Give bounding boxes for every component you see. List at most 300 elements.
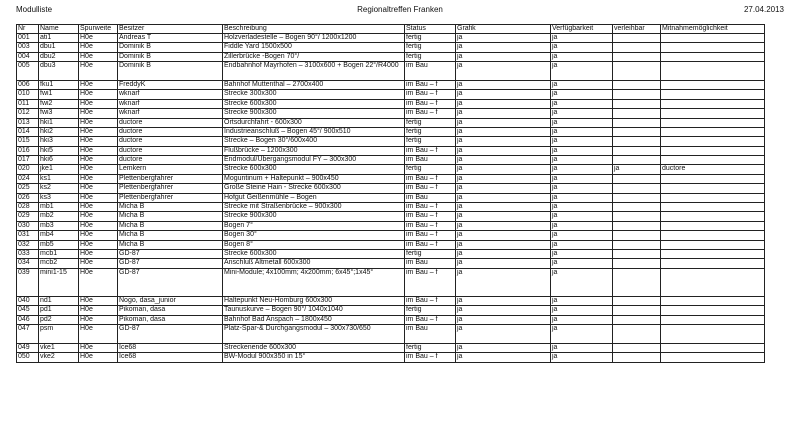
- cell-verfuegbarkeit: ja: [551, 306, 613, 315]
- cell-spurweite: H0e: [79, 296, 118, 305]
- cell-status: im Bau – f: [405, 184, 456, 193]
- cell-mitnahme: [661, 231, 765, 240]
- table-body: [17, 34, 765, 363]
- cell-verfuegbarkeit: ja: [551, 268, 613, 296]
- cell-nr: 032: [17, 240, 39, 249]
- cell-status: im Bau – f: [405, 353, 456, 362]
- cell-verleihbar: [613, 127, 661, 136]
- cell-name: mini1-15: [39, 268, 79, 296]
- cell-grafik: ja: [456, 231, 551, 240]
- cell-besitzer: FreddyK: [118, 80, 223, 89]
- cell-grafik: ja: [456, 315, 551, 324]
- cell-besitzer: GD-87: [118, 268, 223, 296]
- cell-beschreibung: Anschluß Altmetall 600x300: [223, 259, 405, 268]
- cell-nr: 049: [17, 343, 39, 352]
- cell-mitnahme: [661, 109, 765, 118]
- column-header-nr: Nr: [17, 25, 39, 34]
- cell-status: im Bau – f: [405, 212, 456, 221]
- cell-status: im Bau – f: [405, 268, 456, 296]
- cell-spurweite: H0e: [79, 156, 118, 165]
- table-row: [17, 137, 765, 146]
- table-row: [17, 259, 765, 268]
- column-header-name: Name: [39, 25, 79, 34]
- cell-grafik: ja: [456, 325, 551, 344]
- cell-verfuegbarkeit: ja: [551, 34, 613, 43]
- cell-verleihbar: [613, 62, 661, 81]
- cell-spurweite: H0e: [79, 34, 118, 43]
- cell-nr: 033: [17, 250, 39, 259]
- cell-status: im Bau – f: [405, 231, 456, 240]
- cell-verleihbar: [613, 90, 661, 99]
- cell-besitzer: Micha B: [118, 221, 223, 230]
- cell-nr: 010: [17, 90, 39, 99]
- cell-grafik: ja: [456, 52, 551, 61]
- cell-verfuegbarkeit: ja: [551, 118, 613, 127]
- cell-besitzer: Micha B: [118, 240, 223, 249]
- column-header-beschreibung: Beschreibung: [223, 25, 405, 34]
- cell-status: im Bau – f: [405, 99, 456, 108]
- cell-name: hki2: [39, 127, 79, 136]
- cell-beschreibung: Endmodul/Übergangsmodul FY – 300x300: [223, 156, 405, 165]
- cell-beschreibung: Strecke mit Straßenbrücke – 900x300: [223, 203, 405, 212]
- cell-besitzer: Dominik B: [118, 43, 223, 52]
- cell-besitzer: Micha B: [118, 231, 223, 240]
- table-row: [17, 127, 765, 136]
- cell-verfuegbarkeit: ja: [551, 146, 613, 155]
- cell-spurweite: H0e: [79, 43, 118, 52]
- cell-nr: 016: [17, 146, 39, 155]
- cell-verleihbar: [613, 80, 661, 89]
- cell-nr: 025: [17, 184, 39, 193]
- table-row: [17, 296, 765, 305]
- cell-mitnahme: [661, 146, 765, 155]
- cell-name: ks3: [39, 193, 79, 202]
- cell-spurweite: H0e: [79, 146, 118, 155]
- cell-mitnahme: [661, 306, 765, 315]
- cell-grafik: ja: [456, 118, 551, 127]
- cell-verleihbar: [613, 231, 661, 240]
- cell-spurweite: H0e: [79, 325, 118, 344]
- column-header-besitzer: Besitzer: [118, 25, 223, 34]
- cell-verfuegbarkeit: ja: [551, 127, 613, 136]
- cell-beschreibung: Taunuskurve – Bogen 90°/ 1040x1040: [223, 306, 405, 315]
- cell-besitzer: Plettenbergfahrer: [118, 174, 223, 183]
- cell-verfuegbarkeit: ja: [551, 165, 613, 174]
- cell-verfuegbarkeit: ja: [551, 52, 613, 61]
- cell-grafik: ja: [456, 268, 551, 296]
- cell-grafik: ja: [456, 250, 551, 259]
- cell-beschreibung: Strecke 600x300: [223, 250, 405, 259]
- cell-verleihbar: ja: [613, 165, 661, 174]
- cell-nr: 005: [17, 62, 39, 81]
- cell-besitzer: Dominik B: [118, 62, 223, 81]
- cell-nr: 003: [17, 43, 39, 52]
- cell-beschreibung: Industrieanschluß – Bogen 45°/ 900x510: [223, 127, 405, 136]
- cell-spurweite: H0e: [79, 203, 118, 212]
- cell-spurweite: H0e: [79, 184, 118, 193]
- column-header-status: Status: [405, 25, 456, 34]
- cell-name: jke1: [39, 165, 79, 174]
- cell-mitnahme: [661, 315, 765, 324]
- cell-verfuegbarkeit: ja: [551, 325, 613, 344]
- table-row: [17, 250, 765, 259]
- cell-status: im Bau – f: [405, 90, 456, 99]
- cell-status: im Bau – f: [405, 221, 456, 230]
- cell-beschreibung: Moguntinum + Haltepunkt – 900x450: [223, 174, 405, 183]
- cell-spurweite: H0e: [79, 193, 118, 202]
- cell-besitzer: Plettenbergfahrer: [118, 193, 223, 202]
- cell-spurweite: H0e: [79, 268, 118, 296]
- cell-status: im Bau – f: [405, 174, 456, 183]
- cell-besitzer: Nogo, dasa_junior: [118, 296, 223, 305]
- cell-verleihbar: [613, 146, 661, 155]
- cell-beschreibung: Bogen 8°: [223, 240, 405, 249]
- table-row: [17, 43, 765, 52]
- cell-name: ks2: [39, 184, 79, 193]
- cell-status: fertig: [405, 250, 456, 259]
- cell-grafik: ja: [456, 165, 551, 174]
- cell-verleihbar: [613, 325, 661, 344]
- cell-beschreibung: Strecke – Bogen 30°/600x400: [223, 137, 405, 146]
- table-row: [17, 231, 765, 240]
- cell-nr: 020: [17, 165, 39, 174]
- cell-nr: 028: [17, 203, 39, 212]
- cell-verfuegbarkeit: ja: [551, 250, 613, 259]
- cell-mitnahme: [661, 212, 765, 221]
- cell-mitnahme: [661, 80, 765, 89]
- cell-status: im Bau: [405, 325, 456, 344]
- cell-name: fwi1: [39, 90, 79, 99]
- cell-grafik: ja: [456, 259, 551, 268]
- cell-grafik: ja: [456, 174, 551, 183]
- cell-nr: 017: [17, 156, 39, 165]
- column-header-mitnahme: Mitnahmemöglichkeit: [661, 25, 765, 34]
- table-row: [17, 99, 765, 108]
- cell-beschreibung: Holzverladestelle – Bogen 90°/ 1200x1200: [223, 34, 405, 43]
- cell-beschreibung: Zillerbrücke -Bogen 70°/: [223, 52, 405, 61]
- cell-spurweite: H0e: [79, 315, 118, 324]
- cell-grafik: ja: [456, 99, 551, 108]
- cell-name: mb2: [39, 212, 79, 221]
- cell-name: pd2: [39, 315, 79, 324]
- cell-grafik: ja: [456, 109, 551, 118]
- cell-nr: 015: [17, 137, 39, 146]
- cell-nr: 029: [17, 212, 39, 221]
- cell-mitnahme: [661, 296, 765, 305]
- cell-grafik: ja: [456, 212, 551, 221]
- cell-name: dbu3: [39, 62, 79, 81]
- cell-beschreibung: Mini-Module; 4x100mm; 4x200mm; 6x45°;1x45°: [223, 268, 405, 296]
- cell-grafik: ja: [456, 203, 551, 212]
- cell-nr: 013: [17, 118, 39, 127]
- table-row: [17, 268, 765, 296]
- cell-besitzer: wknarf: [118, 90, 223, 99]
- cell-beschreibung: Streckenende 600x300: [223, 343, 405, 352]
- cell-spurweite: H0e: [79, 343, 118, 352]
- cell-spurweite: H0e: [79, 306, 118, 315]
- cell-name: fwi3: [39, 109, 79, 118]
- cell-status: im Bau: [405, 193, 456, 202]
- column-header-verleihbar: verleihbar: [613, 25, 661, 34]
- cell-status: im Bau: [405, 259, 456, 268]
- table-row: [17, 34, 765, 43]
- cell-verfuegbarkeit: ja: [551, 43, 613, 52]
- cell-verleihbar: [613, 259, 661, 268]
- cell-nr: 040: [17, 296, 39, 305]
- table-row: [17, 343, 765, 352]
- cell-grafik: ja: [456, 306, 551, 315]
- cell-status: im Bau – f: [405, 80, 456, 89]
- cell-name: dbu2: [39, 52, 79, 61]
- column-header-verfuegbarkeit: Verfügbarkeit: [551, 25, 613, 34]
- cell-besitzer: ductore: [118, 146, 223, 155]
- cell-mitnahme: [661, 325, 765, 344]
- cell-name: mb3: [39, 221, 79, 230]
- table-row: [17, 62, 765, 81]
- cell-mitnahme: [661, 221, 765, 230]
- cell-besitzer: Dominik B: [118, 52, 223, 61]
- cell-name: fku1: [39, 80, 79, 89]
- cell-mitnahme: [661, 62, 765, 81]
- cell-beschreibung: Strecke 600x300: [223, 165, 405, 174]
- table-row: [17, 221, 765, 230]
- cell-status: im Bau – f: [405, 146, 456, 155]
- cell-nr: 006: [17, 80, 39, 89]
- cell-verfuegbarkeit: ja: [551, 90, 613, 99]
- cell-grafik: ja: [456, 240, 551, 249]
- cell-verleihbar: [613, 109, 661, 118]
- cell-mitnahme: [661, 240, 765, 249]
- cell-nr: 026: [17, 193, 39, 202]
- cell-mitnahme: [661, 203, 765, 212]
- cell-verfuegbarkeit: ja: [551, 353, 613, 362]
- cell-mitnahme: [661, 250, 765, 259]
- cell-grafik: ja: [456, 80, 551, 89]
- table-row: [17, 203, 765, 212]
- cell-mitnahme: [661, 99, 765, 108]
- cell-nr: 047: [17, 325, 39, 344]
- cell-verleihbar: [613, 174, 661, 183]
- cell-name: nd1: [39, 296, 79, 305]
- cell-verleihbar: [613, 268, 661, 296]
- cell-mitnahme: [661, 259, 765, 268]
- cell-name: ks1: [39, 174, 79, 183]
- cell-grafik: ja: [456, 343, 551, 352]
- cell-spurweite: H0e: [79, 118, 118, 127]
- cell-besitzer: GD-87: [118, 325, 223, 344]
- cell-besitzer: Pikoman, dasa: [118, 306, 223, 315]
- cell-verfuegbarkeit: ja: [551, 203, 613, 212]
- list-title: Modulliste: [16, 5, 53, 14]
- cell-name: hki6: [39, 156, 79, 165]
- cell-verleihbar: [613, 34, 661, 43]
- cell-status: im Bau – f: [405, 109, 456, 118]
- cell-mitnahme: [661, 353, 765, 362]
- column-header-spurweite: Spurweite: [79, 25, 118, 34]
- cell-spurweite: H0e: [79, 250, 118, 259]
- cell-verleihbar: [613, 306, 661, 315]
- cell-spurweite: H0e: [79, 99, 118, 108]
- cell-status: fertig: [405, 118, 456, 127]
- cell-verleihbar: [613, 296, 661, 305]
- cell-status: fertig: [405, 52, 456, 61]
- cell-verleihbar: [613, 343, 661, 352]
- cell-verleihbar: [613, 137, 661, 146]
- cell-verleihbar: [613, 184, 661, 193]
- cell-beschreibung: Große Steine Hain - Strecke 600x300: [223, 184, 405, 193]
- cell-verfuegbarkeit: ja: [551, 240, 613, 249]
- cell-grafik: ja: [456, 137, 551, 146]
- cell-status: im Bau – f: [405, 203, 456, 212]
- cell-verfuegbarkeit: ja: [551, 80, 613, 89]
- cell-name: psm: [39, 325, 79, 344]
- cell-beschreibung: Ortsdurchfahrt - 600x300: [223, 118, 405, 127]
- cell-nr: 030: [17, 221, 39, 230]
- cell-verleihbar: [613, 212, 661, 221]
- cell-nr: 034: [17, 259, 39, 268]
- cell-name: fwi2: [39, 99, 79, 108]
- cell-status: fertig: [405, 137, 456, 146]
- cell-beschreibung: BW-Modul 900x350 in 15°: [223, 353, 405, 362]
- cell-mitnahme: [661, 193, 765, 202]
- cell-mitnahme: [661, 90, 765, 99]
- cell-verfuegbarkeit: ja: [551, 315, 613, 324]
- table-row: [17, 306, 765, 315]
- cell-beschreibung: Haltepunkt Neu-Homburg 600x300: [223, 296, 405, 305]
- cell-besitzer: ductore: [118, 137, 223, 146]
- cell-spurweite: H0e: [79, 231, 118, 240]
- cell-spurweite: H0e: [79, 137, 118, 146]
- cell-verleihbar: [613, 193, 661, 202]
- table-row: [17, 240, 765, 249]
- cell-grafik: ja: [456, 193, 551, 202]
- cell-verleihbar: [613, 52, 661, 61]
- cell-spurweite: H0e: [79, 353, 118, 362]
- cell-status: im Bau – f: [405, 315, 456, 324]
- cell-grafik: ja: [456, 353, 551, 362]
- cell-nr: 004: [17, 52, 39, 61]
- table-row: [17, 184, 765, 193]
- cell-name: hki5: [39, 146, 79, 155]
- cell-name: mcb2: [39, 259, 79, 268]
- table-header: [17, 25, 765, 34]
- cell-name: mb1: [39, 203, 79, 212]
- document-date: 27.04.2013: [743, 5, 784, 14]
- cell-spurweite: H0e: [79, 259, 118, 268]
- cell-spurweite: H0e: [79, 221, 118, 230]
- cell-name: ati1: [39, 34, 79, 43]
- cell-mitnahme: [661, 156, 765, 165]
- cell-verleihbar: [613, 240, 661, 249]
- cell-verfuegbarkeit: ja: [551, 174, 613, 183]
- cell-spurweite: H0e: [79, 109, 118, 118]
- cell-spurweite: H0e: [79, 62, 118, 81]
- cell-beschreibung: Bogen 30°: [223, 231, 405, 240]
- cell-verfuegbarkeit: ja: [551, 343, 613, 352]
- cell-verleihbar: [613, 118, 661, 127]
- cell-name: dbu1: [39, 43, 79, 52]
- cell-nr: 014: [17, 127, 39, 136]
- cell-grafik: ja: [456, 62, 551, 81]
- cell-spurweite: H0e: [79, 165, 118, 174]
- cell-nr: 045: [17, 306, 39, 315]
- cell-verfuegbarkeit: ja: [551, 259, 613, 268]
- cell-name: vke1: [39, 343, 79, 352]
- cell-grafik: ja: [456, 127, 551, 136]
- cell-beschreibung: Strecke 900x300: [223, 212, 405, 221]
- cell-verfuegbarkeit: ja: [551, 212, 613, 221]
- cell-besitzer: Micha B: [118, 212, 223, 221]
- cell-status: fertig: [405, 127, 456, 136]
- cell-besitzer: Micha B: [118, 203, 223, 212]
- cell-besitzer: Andreas T: [118, 34, 223, 43]
- cell-spurweite: H0e: [79, 240, 118, 249]
- cell-name: mcb1: [39, 250, 79, 259]
- cell-verfuegbarkeit: ja: [551, 221, 613, 230]
- cell-verleihbar: [613, 353, 661, 362]
- column-header-grafik: Grafik: [456, 25, 551, 34]
- cell-besitzer: GD-87: [118, 259, 223, 268]
- cell-verfuegbarkeit: ja: [551, 137, 613, 146]
- cell-status: fertig: [405, 343, 456, 352]
- cell-spurweite: H0e: [79, 52, 118, 61]
- cell-beschreibung: Strecke 600x300: [223, 99, 405, 108]
- table-row: [17, 109, 765, 118]
- cell-verleihbar: [613, 99, 661, 108]
- cell-verfuegbarkeit: ja: [551, 296, 613, 305]
- cell-status: im Bau – f: [405, 296, 456, 305]
- table-row: [17, 325, 765, 344]
- table-row: [17, 165, 765, 174]
- cell-mitnahme: [661, 34, 765, 43]
- cell-verfuegbarkeit: ja: [551, 156, 613, 165]
- cell-grafik: ja: [456, 34, 551, 43]
- cell-status: im Bau: [405, 156, 456, 165]
- cell-name: hki3: [39, 137, 79, 146]
- table-row: [17, 174, 765, 183]
- cell-nr: 012: [17, 109, 39, 118]
- cell-besitzer: wknarf: [118, 109, 223, 118]
- cell-nr: 031: [17, 231, 39, 240]
- cell-nr: 039: [17, 268, 39, 296]
- cell-mitnahme: [661, 343, 765, 352]
- header-row: [17, 25, 765, 34]
- cell-verleihbar: [613, 43, 661, 52]
- cell-beschreibung: Strecke 900x300: [223, 109, 405, 118]
- cell-grafik: ja: [456, 184, 551, 193]
- cell-status: fertig: [405, 306, 456, 315]
- table-row: [17, 146, 765, 155]
- cell-mitnahme: [661, 268, 765, 296]
- table-row: [17, 212, 765, 221]
- cell-name: pd1: [39, 306, 79, 315]
- cell-grafik: ja: [456, 156, 551, 165]
- cell-mitnahme: ductore: [661, 165, 765, 174]
- cell-name: hki1: [39, 118, 79, 127]
- cell-grafik: ja: [456, 221, 551, 230]
- cell-spurweite: H0e: [79, 174, 118, 183]
- cell-mitnahme: [661, 184, 765, 193]
- page-header: [16, 5, 784, 17]
- cell-beschreibung: Bahnhof Muttenthal – 2700x400: [223, 80, 405, 89]
- cell-verfuegbarkeit: ja: [551, 184, 613, 193]
- cell-status: fertig: [405, 43, 456, 52]
- table-row: [17, 353, 765, 362]
- cell-grafik: ja: [456, 43, 551, 52]
- cell-spurweite: H0e: [79, 90, 118, 99]
- cell-nr: 046: [17, 315, 39, 324]
- cell-status: im Bau – f: [405, 240, 456, 249]
